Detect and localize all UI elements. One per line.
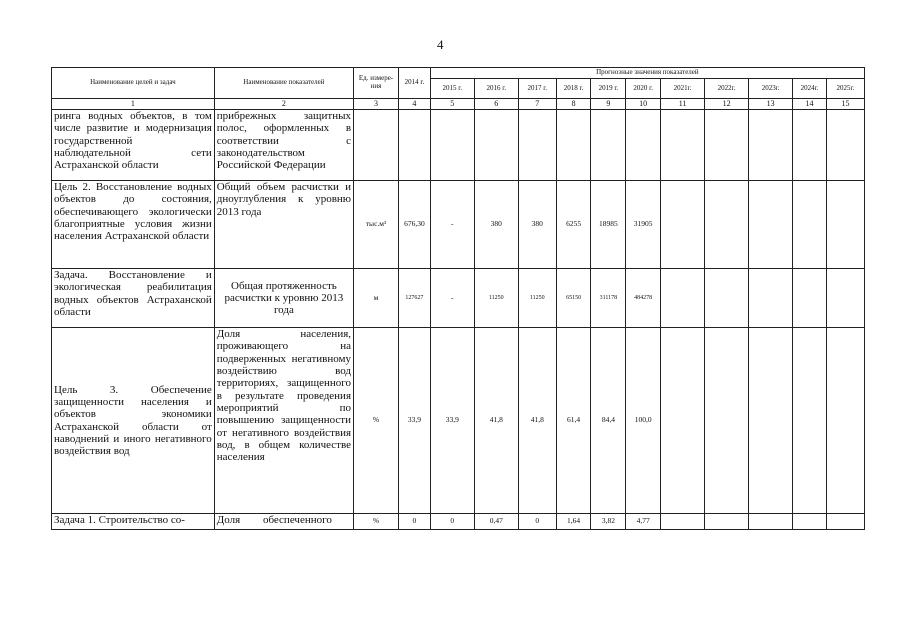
value-cell: [626, 110, 661, 181]
indicator-cell: Доля обеспеченного: [214, 514, 353, 530]
value-cell: 11250: [474, 269, 518, 328]
indicator-cell: Общий объем расчистки и дноуглубления к уровню 2013 года: [214, 181, 353, 269]
value-cell: [793, 269, 827, 328]
unit-cell: тыс.м³: [354, 181, 399, 269]
value-cell: [661, 181, 705, 269]
value-cell: [749, 110, 793, 181]
value-cell: -: [430, 269, 474, 328]
value-cell: 84,4: [591, 328, 626, 514]
table-row: [52, 269, 865, 328]
column-number: 6: [474, 99, 518, 110]
goal-cell: ринга водных объектов, в том числе развитие и модернизация государственной наблюдательной сети Астраханской области: [52, 110, 215, 181]
header-unit: Ед. измере-ния: [354, 68, 399, 99]
column-number: 13: [749, 99, 793, 110]
header-forecast: Прогнозные значения показателей: [430, 68, 864, 79]
column-number: 8: [556, 99, 591, 110]
value-cell: [793, 328, 827, 514]
value-cell: 127627: [399, 269, 431, 328]
goal-cell: Задача. Восстановление и экологическая реабилитация водных объектов Астраханской области: [52, 269, 215, 328]
value-cell: 100,0: [626, 328, 661, 514]
value-cell: [793, 110, 827, 181]
value-cell: [705, 181, 749, 269]
value-cell: 65150: [556, 269, 591, 328]
value-cell: [793, 181, 827, 269]
header-year: 2021г.: [661, 79, 705, 99]
column-number: 15: [826, 99, 864, 110]
value-cell: 484278: [626, 269, 661, 328]
value-cell: 1,64: [556, 514, 591, 530]
value-cell: [705, 110, 749, 181]
value-cell: [661, 328, 705, 514]
table-row: [52, 328, 865, 514]
column-number: 1: [52, 99, 215, 110]
column-number: 3: [354, 99, 399, 110]
value-cell: [793, 514, 827, 530]
header-year: 2024г.: [793, 79, 827, 99]
value-cell: 41,8: [518, 328, 556, 514]
value-cell: [826, 328, 864, 514]
value-cell: [826, 181, 864, 269]
column-number: 5: [430, 99, 474, 110]
header-year: 2019 г.: [591, 79, 626, 99]
value-cell: 33,9: [399, 328, 431, 514]
value-cell: 33,9: [430, 328, 474, 514]
value-cell: [705, 269, 749, 328]
column-number: 7: [518, 99, 556, 110]
value-cell: [474, 110, 518, 181]
value-cell: 3,82: [591, 514, 626, 530]
table-row: [52, 181, 865, 269]
header-row-1: [52, 68, 865, 79]
column-number: 2: [214, 99, 353, 110]
value-cell: 0: [430, 514, 474, 530]
value-cell: [749, 269, 793, 328]
value-cell: [661, 110, 705, 181]
goal-cell: Цель 2. Восстановление водных объектов до состояния, обеспечивающего экологически благоприятные условия жизни населения Астраханской области: [52, 181, 215, 269]
value-cell: 4,77: [626, 514, 661, 530]
value-cell: [749, 181, 793, 269]
value-cell: 0: [399, 514, 431, 530]
header-year: 2016 г.: [474, 79, 518, 99]
indicators-table: [51, 67, 865, 530]
value-cell: 41,8: [474, 328, 518, 514]
page-number: 4: [437, 37, 444, 52]
value-cell: 311178: [591, 269, 626, 328]
value-cell: [399, 110, 431, 181]
value-cell: 380: [474, 181, 518, 269]
unit-cell: м: [354, 269, 399, 328]
value-cell: [661, 269, 705, 328]
header-indicators: Наименование показателей: [214, 68, 353, 99]
goal-cell: Задача 1. Строительство со-: [52, 514, 215, 530]
header-year: 2020 г.: [626, 79, 661, 99]
indicator-cell: Доля населения, проживающего на подверженных негативному воздействию вод территориях, защищенного в результате проведения мероприятий по повышению защищенности от негативного воздействия вод, в общем количестве населения: [214, 328, 353, 514]
value-cell: [826, 110, 864, 181]
value-cell: 0,47: [474, 514, 518, 530]
value-cell: 61,4: [556, 328, 591, 514]
header-2014: 2014 г.: [399, 68, 431, 99]
value-cell: 11250: [518, 269, 556, 328]
column-numbers-row: [52, 99, 865, 110]
column-number: 9: [591, 99, 626, 110]
value-cell: -: [430, 181, 474, 269]
value-cell: [826, 269, 864, 328]
value-cell: [591, 110, 626, 181]
value-cell: [705, 514, 749, 530]
header-year: 2025г.: [826, 79, 864, 99]
goal-cell: Цель 3. Обеспечение защищенности населения и объектов экономики Астраханской области от наводнений и иного негативного воздействия вод: [52, 328, 215, 514]
value-cell: [749, 328, 793, 514]
value-cell: 0: [518, 514, 556, 530]
header-goals: Наименование целей и задач: [52, 68, 215, 99]
column-number: 10: [626, 99, 661, 110]
value-cell: [430, 110, 474, 181]
value-cell: [749, 514, 793, 530]
value-cell: [826, 514, 864, 530]
value-cell: 6255: [556, 181, 591, 269]
value-cell: [661, 514, 705, 530]
table-row: [52, 514, 865, 530]
value-cell: 676,30: [399, 181, 431, 269]
header-year: 2022г.: [705, 79, 749, 99]
unit-cell: %: [354, 514, 399, 530]
header-year: 2018 г.: [556, 79, 591, 99]
column-number: 4: [399, 99, 431, 110]
value-cell: [518, 110, 556, 181]
indicator-cell: прибрежных защитных полос, оформленных в соответствии с законодательством Российской Федерации: [214, 110, 353, 181]
header-year: 2015 г.: [430, 79, 474, 99]
column-number: 12: [705, 99, 749, 110]
value-cell: [705, 328, 749, 514]
header-year: 2023г.: [749, 79, 793, 99]
value-cell: 380: [518, 181, 556, 269]
column-number: 11: [661, 99, 705, 110]
indicator-cell: Общая протяженность расчистки к уровню 2013 года: [214, 269, 353, 328]
value-cell: 31905: [626, 181, 661, 269]
unit-cell: [354, 110, 399, 181]
unit-cell: %: [354, 328, 399, 514]
header-year: 2017 г.: [518, 79, 556, 99]
table-row: [52, 110, 865, 181]
value-cell: 18985: [591, 181, 626, 269]
value-cell: [556, 110, 591, 181]
column-number: 14: [793, 99, 827, 110]
